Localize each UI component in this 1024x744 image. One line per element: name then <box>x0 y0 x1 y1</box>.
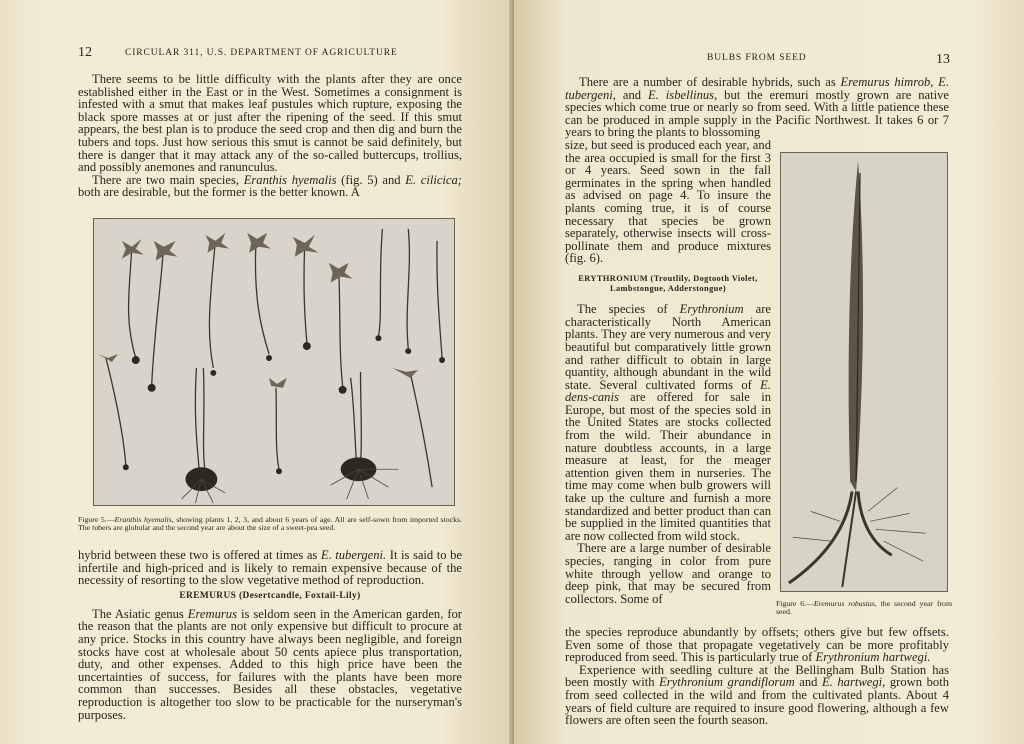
paragraph: the species reproduce abundantly by offsets; others give but few offsets. Even some of those that propagate vegetatively can be more profitably reproduced from seed. This is particularly true of Erythronium hartwegi. <box>565 625 949 665</box>
seedling-plants-illustration <box>94 219 454 505</box>
running-head: BULBS FROM SEED <box>707 53 807 63</box>
paragraph: There are a number of desirable hybrids, such as Eremurus himrob, E. tubergeni, and E. isbellinus, but the eremuri mostly grown are native species which come true or nearly so from seed. With a little patience these can be produced in ample supply in the Pacific Northwest. It takes 6 or 7 years to bring the plants to blossoming <box>565 75 949 140</box>
page-number: 13 <box>936 52 950 67</box>
paragraph: There are two main species, Eranthis hyemalis (fig. 5) and E. cilicica; both are desirable, but the former is the better known. A <box>78 172 462 200</box>
eremurus-seedling-illustration <box>781 153 947 591</box>
section-heading: ERYTHRONIUM (Troutlily, Dogtooth Violet, <box>578 273 758 283</box>
right-page <box>514 0 1024 744</box>
figure-6-caption: Figure 6.—Eremurus robustus, the second year from seed. <box>776 599 953 617</box>
paragraph: There are a large number of desirable species, ranging in color from pure white through yellow and orange to deep pink, that may be secured from collectors. Some of <box>565 541 771 606</box>
paragraph: The Asiatic genus Eremurus is seldom seen in the American garden, for the reason that the plants are not only expensive but difficult to procure at any price. Stocks in this country have always been negligible, and foreign stocks have cost at wholesale about 50 cents apiece plus transportation, duty, and other expenses. Added to this high price have been the uncertainties of success, for failures with the plants have been more common than successes. Besides all these obstacles, vegetative reproduction is altogether too slow to be practicable for the nurseryman's purposes. <box>78 606 463 722</box>
text-column <box>565 139 771 605</box>
paragraph: The species of Erythronium are characteristically North American plants. They are very numerous and very beautiful but comparatively little grown and rather difficult to obtain in large quantity, although abundant in the wild state. Several cultivated forms of E. dens-canis are offered for sale in Europe, but most of the species sold in the United States are stocks collected from the wild. Their abundance in nature doubtless accounts, in a large measure at least, for the meager attention given them in nurseries. The time may come when bulb growers will take up the culture and furnish a more standardized and better product than can be supplied in the limited quantities that are now collected from wild stock. <box>565 302 771 543</box>
paragraph: hybrid between these two is offered at times as E. tubergeni. It is said to be infertile and high-priced and is likely to remain expensive because of the necessity of resorting to the slow vegetative method of reproduction. <box>78 548 462 588</box>
paragraph: There seems to be little difficulty with the plants after they are once established either in the East or in the West. Sometimes a consignment is infested with a smut that makes leaf pustules which rupture, exposing the black spore masses at or just after the ripening of the seed. If this smut appears, the best plan is to produce the seed crop and then dig and burn the tubers and tops. Just how serious this smut is cannot be said definitely, but there is danger that it may attack any of the so-called buttercups, trollius, and possibly anemones and ranunculus. <box>78 72 462 175</box>
paragraph: Experience with seedling culture at the Bellingham Bulb Station has been mostly with Erythronium grandiflorum and E. hartwegi, grown both from seed collected in the wild and from the cultivated plants. About 4 years of field culture are required to insure good flowering, although a few flowers are often seen the fourth season. <box>565 662 949 728</box>
text-block-bottom <box>565 626 949 727</box>
figure-6-photo <box>780 152 948 592</box>
running-head: CIRCULAR 311, U.S. DEPARTMENT OF AGRICULTURE <box>125 48 398 58</box>
section-heading: EREMURUS (Desertcandle, Foxtail-Lily) <box>179 590 361 601</box>
paragraph: size, but seed is produced each year, and the area occupied is small for the first 3 or 4 years. Seed sown in the fall germinates in the spring when handled as advised on page 4. To insure the plants coming true, it is of course necessary that species be grown separately, otherwise insects will cross-pollinate them and produce mixtures (fig. 6). <box>565 138 771 266</box>
figure-5-caption: Figure 5.—Eranthis hyemalis, showing plants 1, 2, 3, and about 6 years of age. All are self-sown from imported stocks. The tubers are globular and the second year are about the size of a sweet-pea seed. <box>78 515 463 533</box>
page-number: 12 <box>78 45 92 60</box>
figure-5-photo <box>93 218 455 506</box>
text-block-bottom <box>78 549 462 721</box>
text-block-top <box>78 73 462 199</box>
text-block-top <box>565 76 949 139</box>
section-heading: Lambstongue, Adderstongue) <box>609 283 727 293</box>
